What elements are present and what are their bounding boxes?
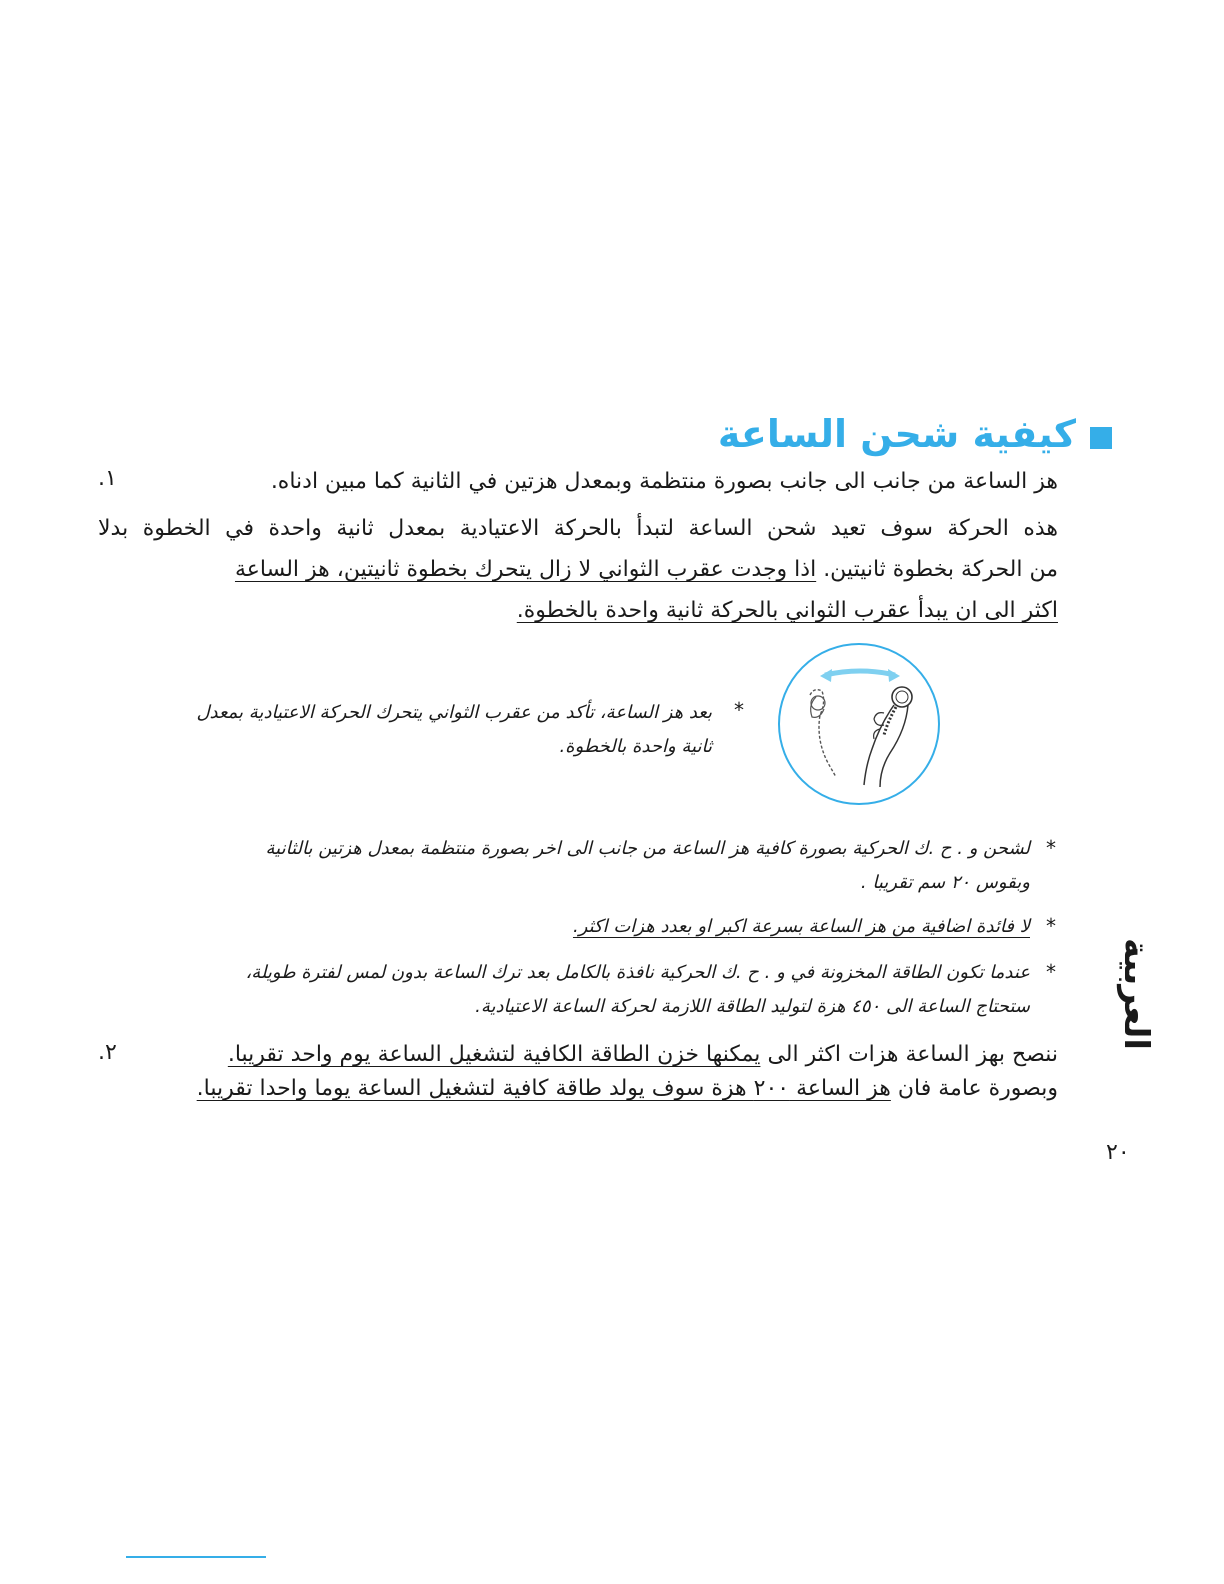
hand-shaking-watch-illustration	[778, 643, 940, 805]
double-arrow-icon	[820, 669, 900, 682]
item-1-line-3-plain: من الحركة بخطوة ثانيتين.	[823, 557, 1058, 582]
note-1-line-1: لشحن و . ح .ك الحركية بصورة كافية هز الساعة من جانب الى اخر بصورة منتظمة بمعدل هزتين بالثانية	[265, 838, 1030, 859]
item-1-line-4-underlined: اكثر الى ان يبدأ عقرب الثواني بالحركة ثانية واحدة بالخطوة.	[516, 598, 1058, 623]
figure-note-star: *	[734, 698, 744, 722]
hand-shaking-watch-icon	[780, 645, 938, 803]
note-1-line-2: وبقوس ٢٠ سم تقريبا .	[860, 872, 1030, 893]
item-1-line-1: هز الساعة من جانب الى جانب بصورة منتظمة وبمعدل هزتين في الثانية كما مبين ادناه.	[270, 469, 1058, 494]
item-2-number: .٢	[98, 1040, 117, 1065]
item-2-line-2	[98, 1068, 1058, 1109]
page-number: ٢٠	[1106, 1140, 1130, 1165]
title-bullet-square	[1090, 427, 1112, 449]
figure-note-line-1: بعد هز الساعة، تأكد من عقرب الثواني يتحرك الحركة الاعتيادية بمعدل	[196, 702, 712, 723]
note-2-line-1	[90, 910, 1030, 944]
note-3-star: *	[1046, 960, 1056, 984]
footer-divider	[126, 1556, 266, 1558]
note-1-star: *	[1046, 836, 1056, 860]
item-1-line-2: هذه الحركة سوف تعيد شحن الساعة لتبدأ بالحركة الاعتيادية بمعدل ثانية واحدة في الخطوة بدلا	[98, 516, 1058, 541]
note-2-underlined: لا فائدة اضافية من هز الساعة بسرعة اكبر او بعدد هزات اكثر.	[572, 916, 1030, 937]
figure-note-line-2: ثانية واحدة بالخطوة.	[559, 736, 712, 757]
section-title-row	[212, 412, 1112, 456]
item-2-line-1-plain: ننصح بهز الساعة هزات اكثر الى	[767, 1042, 1058, 1067]
page-title: كيفية شحن الساعة	[717, 412, 1076, 456]
item-1-line-3	[98, 549, 1058, 590]
language-side-tab: العربية	[1116, 937, 1156, 1050]
note-3-line-1: عندما تكون الطاقة المخزونة في و . ح .ك الحركية نافذة بالكامل بعد ترك الساعة بدون لمس لفترة طويلة،	[245, 962, 1030, 983]
item-1-line-4	[98, 590, 1058, 631]
item-1-line-3-underlined: اذا وجدت عقرب الثواني لا زال يتحرك بخطوة ثانيتين، هز الساعة	[234, 557, 817, 582]
note-2-star: *	[1046, 914, 1056, 938]
item-2-line-1-underlined: يمكنها خزن الطاقة الكافية لتشغيل الساعة يوم واحد تقريبا.	[227, 1042, 761, 1067]
note-3-line-2: ستحتاج الساعة الى ٤٥٠ هزة لتوليد الطاقة اللازمة لحركة الساعة الاعتيادية.	[475, 996, 1030, 1017]
item-1-number: .١	[98, 466, 117, 491]
item-2-line-2-plain: وبصورة عامة فان	[897, 1076, 1058, 1101]
item-2-line-2-underlined: هز الساعة ٢٠٠ هزة سوف يولد طاقة كافية لتشغيل الساعة يوما واحدا تقريبا.	[196, 1076, 891, 1101]
